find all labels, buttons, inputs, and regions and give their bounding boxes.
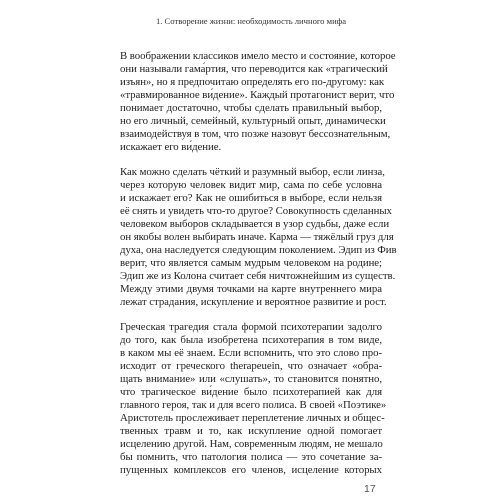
text-line: они называли гама́ртия, что переводится как «трагический (120, 63, 388, 75)
text-line: Эдип же из Колона считает себя ничтожнейшим из существ. (120, 270, 396, 282)
paragraph-1 (120, 50, 396, 154)
text-line: изъян», но я предпочитаю определять его по-другому: как (120, 76, 385, 88)
body-text (120, 50, 397, 477)
text-line: В воображении классиков имело место и состояние, которое (120, 50, 396, 62)
text-line: твенных травм и то, как искупление одной помогает (120, 425, 382, 437)
text-line: до того, как была изобретена психотерапия в том виде, (120, 334, 382, 346)
text-line: в каком мы её знаем. Если вспомнить, что это слово про- (120, 347, 382, 359)
paragraph-3 (120, 321, 387, 477)
running-header: 1. Сотворение жизни: необходимость личного мифа (155, 16, 347, 26)
text-line: он якобы волен выбирать иначе. Карма — тяжёлый груз для (120, 231, 394, 243)
paragraph-2 (120, 166, 397, 309)
text-line: Между этими двумя точками на карте внутреннего мира (120, 283, 382, 295)
text-line: её снять и увидеть что-то другое? Совокупность сделанных (120, 205, 392, 217)
text-line: щать внимание» или «слушать», то становится понятно, (120, 373, 382, 385)
text-line: духа, она наследуется следующим поколением. Эдип из Фив (120, 244, 397, 256)
text-line: «травмированное ви́дение». Каждый протагонист верит, что (120, 89, 395, 101)
text-line: лежат страдания, искупление и вероятное развитие и рост. (120, 296, 387, 308)
text-line: Аристотель прослеживает переплетение личных и общес- (120, 412, 385, 424)
text-line: взаимодействуя в том, что позже назовут бессознательным, (120, 128, 391, 140)
text-line: через которую человек видит мир, сама по себе условна (120, 179, 382, 191)
text-line: но его личный, семейный, культурный опыт, динамически (120, 115, 386, 127)
text-line: главного героя, так и для всего полиса. В своей «Поэтике» (120, 399, 387, 411)
text-line: и искажает его? Как не ошибиться в выборе, если нельзя (120, 192, 382, 204)
text-line: бы помнить, что патология полиса — это сочетание за- (120, 451, 382, 463)
text-line: Как можно сделать чёткий и разумный выбор, если линза, (120, 166, 385, 178)
text-line: что трагическое ви́дение было психотерапией как для (120, 386, 382, 398)
text-line: понимает достаточно, чтобы сделать правильный выбор, (120, 102, 382, 114)
text-line: исцелению другой. Нам, современным людям, не мешало (120, 438, 383, 450)
text-line: человеком выборов складывается в узор судьбы, даже если (120, 218, 390, 230)
page-number: 17 (364, 483, 376, 495)
text-line: пущенных комплексов его членов, исцеление которых (120, 464, 382, 476)
text-line: исходит от греческого therapeuein, что означает «обра- (120, 360, 382, 372)
text-line: искажает его ви́дение. (120, 141, 222, 153)
text-line: Греческая трагедия стала формой психотерапии задолго (120, 321, 382, 333)
text-line: верит, что является самым мудрым человеком на родине; (120, 257, 382, 269)
